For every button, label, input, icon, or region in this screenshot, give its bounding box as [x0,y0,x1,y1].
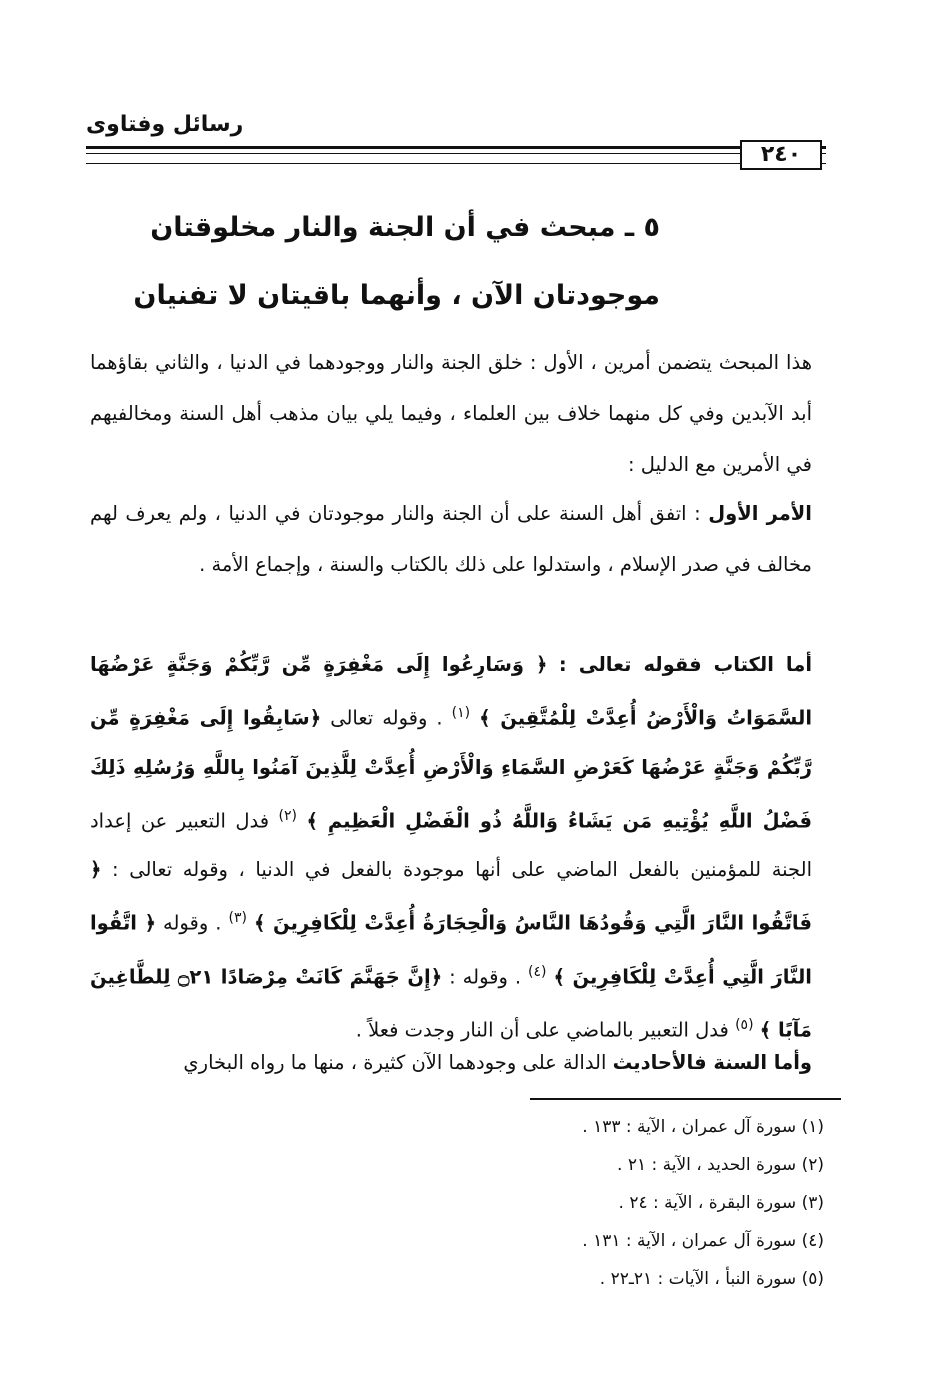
footnote: (٥) سورة النبأ ، الآيات : ٢١ـ٢٢ . [599,1269,824,1289]
paragraph-first-matter [90,488,812,590]
paragraph-text: : اتفق أهل السنة على أن الجنة والنار موجودتان في الدنيا ، ولم يعرف لهم مخالف في صدر الإسلام ، واستدلوا على ذلك بالكتاب والسنة ، وإجماع الأمة . [90,502,812,576]
header-rule [86,140,826,176]
paragraph-text: . وقوله تعالى [330,706,443,730]
paragraph-intro: هذا المبحث يتضمن أمرين ، الأول : خلق الجنة والنار ووجودهما في الدنيا ، والثاني بقاؤهما أبد الآبدين وفي كل منهما خلاف بين العلماء ، وفيما يلي بيان مذهب أهل السنة ومخالفيهم في الأمرين مع الدليل : [90,351,812,476]
paragraph-text: فدل التعبير عن إعداد الجنة للمؤمنين بالفعل الماضي على أنها موجودة بالفعل في الدنيا ، وقوله تعالى : [90,809,812,881]
quran-verse: ﴿سَابِقُوا إِلَى مَغْفِرَةٍ مِّن رَّبِّكُمْ وَجَنَّةٍ عَرْضُهَا كَعَرْضِ السَّمَاءِ وَالْأَرْضِ أُعِدَّتْ لِلَّذِينَ آمَنُوا بِاللَّهِ وَرُسُلِهِ ذَلِكَ فَضْلُ اللَّهِ يُؤْتِيهِ مَن يَشَاءُ وَاللَّهُ ذُو الْفَضْلِ الْعَظِيمِ ﴾ [90,706,812,832]
paragraph-quran-evidence [90,640,812,1055]
header-double-line [86,146,826,164]
footnote: (٣) سورة البقرة ، الآية : ٢٤ . [618,1193,824,1213]
section-heading-line1: ٥ ـ مبحث في أن الجنة والنار مخلوقتان [150,212,660,243]
footnote-ref: (١) [451,705,471,721]
paragraph-sunnah [90,1037,812,1088]
paragraph-lead: الأمر الأول [708,502,812,525]
footnotes [480,1108,824,1298]
paragraph-lead: أما الكتاب فقوله تعالى : [558,653,813,676]
running-title: رسائل وفتاوى [86,112,244,137]
paragraph-text: . وقوله : [449,965,522,988]
quran-verse: ﴿ اتَّقُوا النَّارَ الَّتِي أُعِدَّتْ لِلْكَافِرِينَ ﴾ [90,911,812,988]
paragraph-text: فدل التعبير بالماضي على أن النار وجدت فعلاً . [355,1018,729,1042]
page-number: ٢٤٠ [740,140,822,170]
paragraph-text: . وقوله [163,911,222,935]
footnote-ref: (٥) [735,1017,754,1033]
section-heading-line2: موجودتان الآن ، وأنهما باقيتان لا تفنيان [133,280,660,311]
quran-verse: ﴿إِنَّ جَهَنَّمَ كَانَتْ مِرْصَادًا ۝٢١ لِلطَّاغِينَ مَآبًا ﴾ [90,965,812,1042]
footnote-divider [530,1098,841,1100]
paragraph-text: الدالة على وجودهما الآن كثيرة ، منها ما رواه البخاري [183,1051,607,1074]
quran-verse: ﴿ وَسَارِعُوا إِلَى مَغْفِرَةٍ مِّن رَّبِّكُمْ وَجَنَّةٍ عَرْضُهَا السَّمَوَاتُ وَالْأَرْضُ أُعِدَّتْ لِلْمُتَّقِينَ ﴾ [90,653,813,730]
footnote-ref: (٣) [228,910,247,926]
footnote-ref: (٢) [278,807,297,824]
footnote-ref: (٤) [528,963,547,980]
footnote: (٢) سورة الحديد ، الآية : ٢١ . [617,1155,824,1175]
paragraph-lead: وأما السنة فالأحاديث [612,1051,812,1074]
footnote: (١) سورة آل عمران ، الآية : ١٣٣ . [582,1117,824,1137]
quran-verse: ﴿ فَاتَّقُوا النَّارَ الَّتِي وَقُودُهَا النَّاسُ وَالْحِجَارَةُ أُعِدَّتْ لِلْكَافِرِينَ ﴾ [90,858,812,935]
footnote: (٤) سورة آل عمران ، الآية : ١٣١ . [582,1231,824,1251]
